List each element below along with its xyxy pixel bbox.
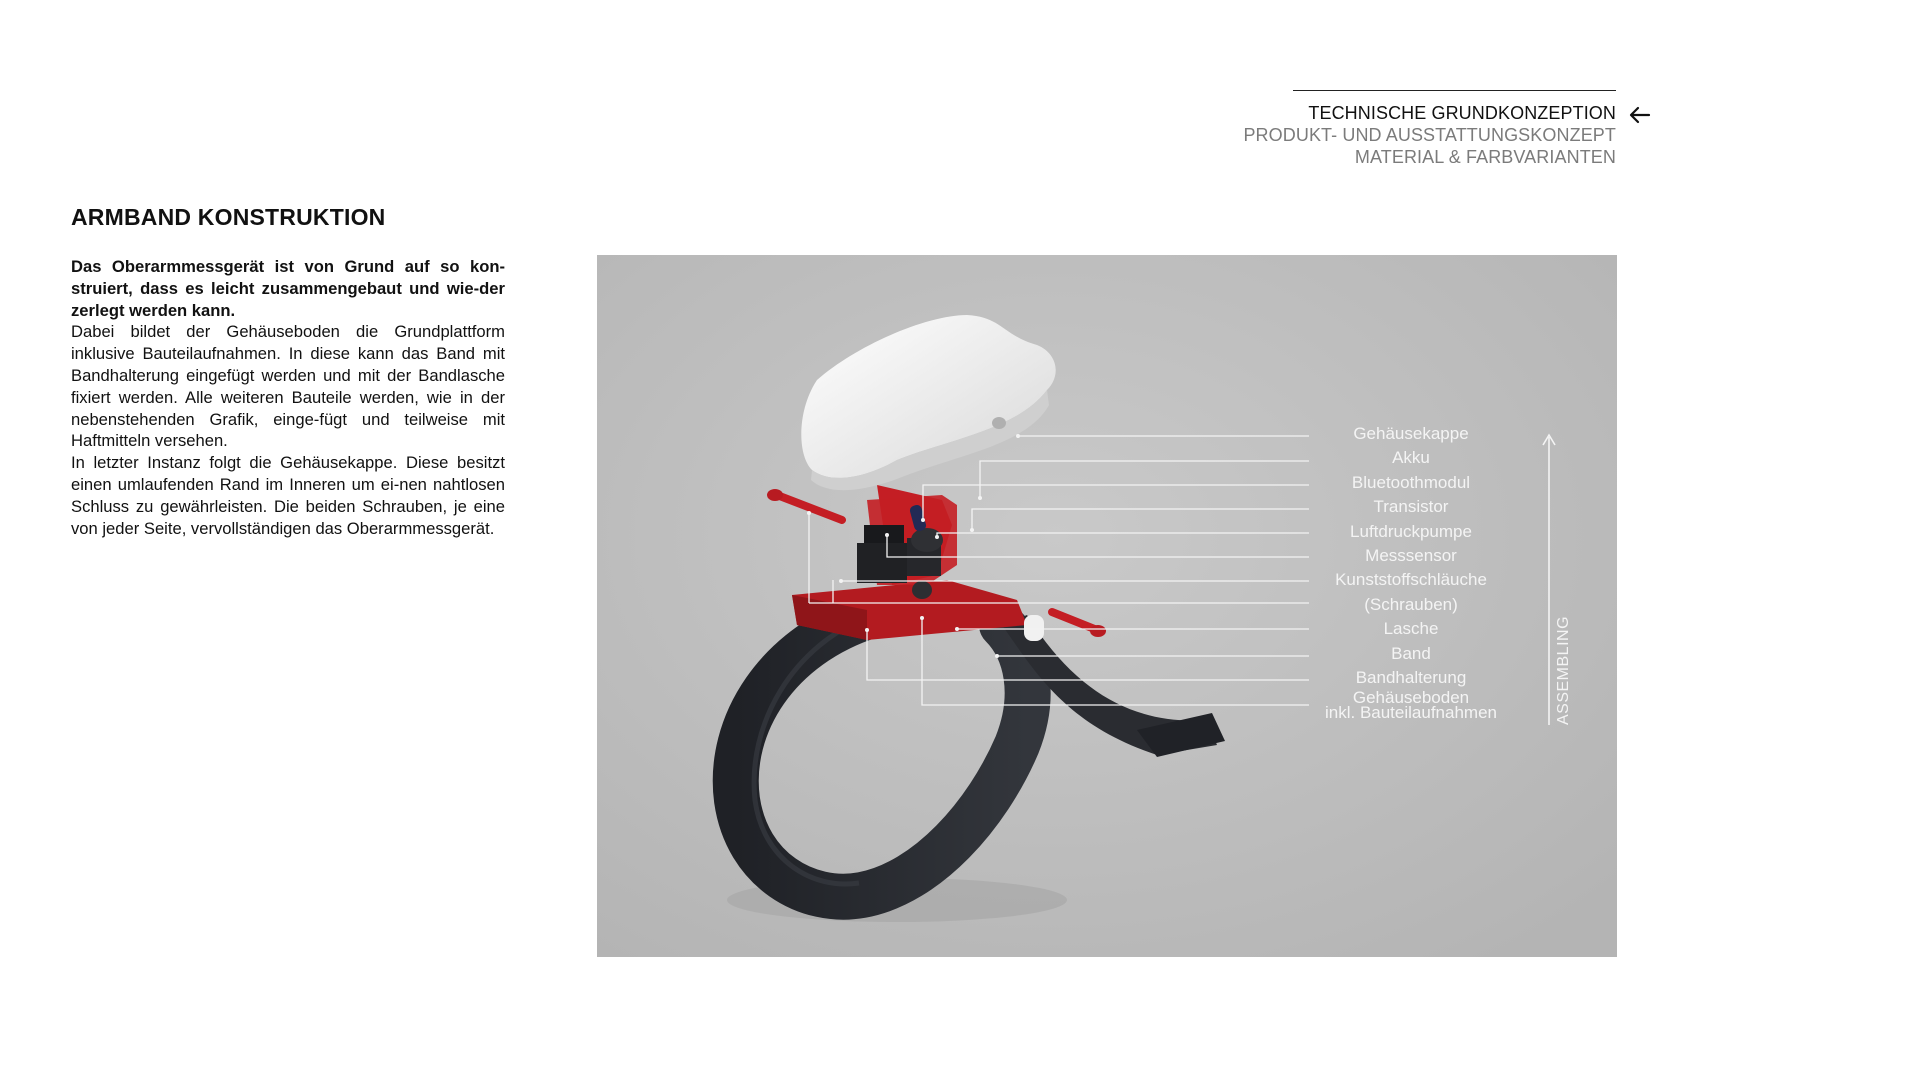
component-labels (1299, 422, 1523, 723)
assembling-label: ASSEMBLING (1555, 615, 1572, 725)
paragraph-construction: Dabei bildet der Gehäuseboden die Grundplattform inklusive Bauteilaufnahmen. In diese kann das Band mit Bandhalterung eingefügt werden und mit der Bandlasche fixiert werden. Alle weiteren Bauteile werden, wie in der nebenstehenden Grafik, einge-fügt und teilweise mit Haftmitteln versehen. (71, 322, 505, 451)
label-gehaeusekappe: Gehäusekappe (1353, 424, 1469, 443)
label-bluetoothmodul: Bluetoothmodul (1351, 472, 1471, 492)
label-messsensor: Messsensor (1365, 546, 1457, 566)
label-bandhalterung: Bandhalterung (1355, 668, 1467, 688)
label-bauteilaufnahmen: inkl. Bauteilaufnahmen (1324, 703, 1497, 723)
label-lasche: Lasche (1383, 619, 1439, 639)
nav-item-material-farbvarianten[interactable]: MATERIAL & FARBVARIANTEN (1354, 147, 1616, 167)
nav-item-produkt-ausstattungskonzept[interactable]: PRODUKT- UND AUSSTATTUNGSKONZEPT (1243, 125, 1616, 145)
label-luftdruckpumpe: Luftdruckpumpe (1350, 521, 1472, 541)
label-akku: Akku (1392, 448, 1430, 468)
body-text (71, 256, 505, 539)
label-band: Band (1391, 643, 1431, 663)
label-kunststoffschlaeuche: Kunststoffschläuche (1335, 570, 1487, 590)
nav-item-technische-grundkonzeption[interactable]: TECHNISCHE GRUNDKONZEPTION (1308, 103, 1616, 123)
lead-paragraph: Das Oberarmmessgerät ist von Grund auf so kon-struiert, dass es leicht zusammengebaut und wie-der zerlegt werden kann. (71, 257, 505, 320)
paragraph-assembly: In letzter Instanz folgt die Gehäusekappe. Diese besitzt einen umlaufenden Rand im Inneren um ei-nen nahtlosen Schluss zu gewährleisten. Die beiden Schrauben, je eine von jeder Seite, vervollständigen das Oberarmmessgerät. (71, 453, 505, 538)
section-nav (1243, 102, 1616, 168)
exploded-view-figure (597, 255, 1617, 957)
page-title: ARMBAND KONSTRUKTION (71, 204, 386, 230)
arrow-left-icon (1628, 103, 1652, 127)
label-gehaeuseboden: Gehäuseboden (1352, 688, 1470, 708)
label-transistor: Transistor (1373, 497, 1449, 517)
nav-divider (1293, 90, 1616, 91)
label-schrauben: (Schrauben) (1364, 594, 1458, 614)
